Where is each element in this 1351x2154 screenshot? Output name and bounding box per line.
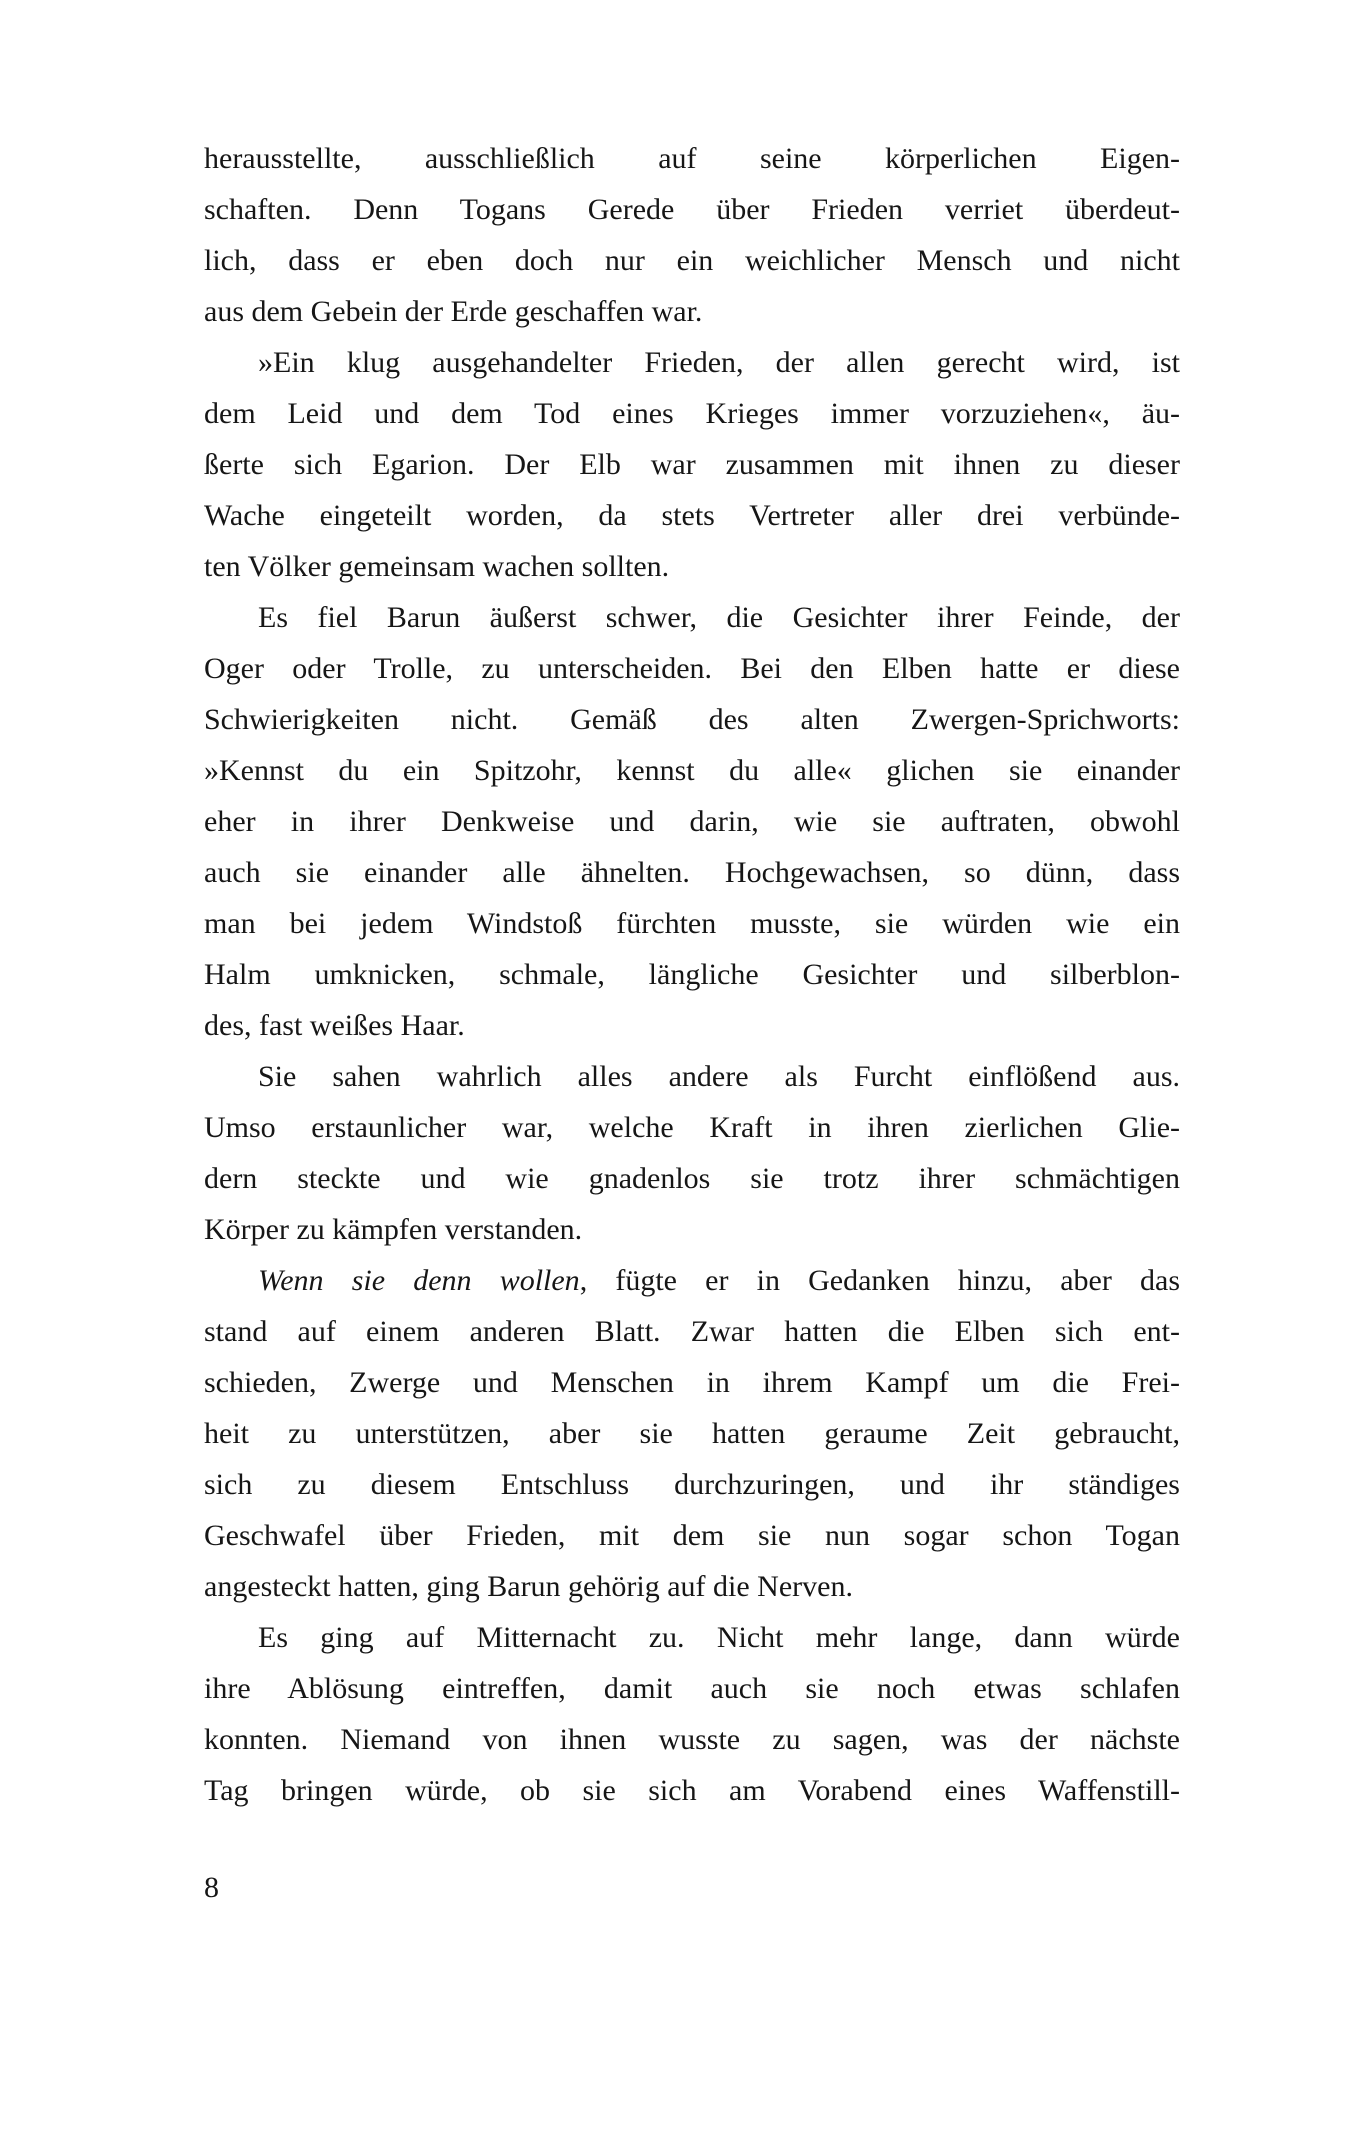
paragraph — [204, 1051, 1180, 1255]
body-text: herausstellte, ausschließlich auf seine körperlichen Eigen- — [204, 142, 1180, 175]
text-line — [204, 1306, 1180, 1357]
body-text: Halm umknicken, schmale, längliche Gesichter und silberblon- — [204, 958, 1180, 991]
body-text: »Ein klug ausgehandelter Frieden, der allen gerecht wird, ist — [258, 346, 1180, 379]
text-line — [204, 1561, 1180, 1612]
text-line — [204, 1765, 1180, 1816]
body-text: ßerte sich Egarion. Der Elb war zusammen mit ihnen zu dieser — [204, 448, 1180, 481]
body-text: ihre Ablösung eintreffen, damit auch sie noch etwas schlafen — [204, 1672, 1180, 1705]
body-text: stand auf einem anderen Blatt. Zwar hatten die Elben sich ent- — [204, 1315, 1180, 1348]
text-line — [204, 694, 1180, 745]
body-text: lich, dass er eben doch nur ein weichlicher Mensch und nicht — [204, 244, 1180, 277]
body-text: , fügte er in Gedanken hinzu, aber das — [579, 1264, 1181, 1297]
text-line — [204, 286, 1180, 337]
text-line — [204, 1510, 1180, 1561]
body-text: sich zu diesem Entschluss durchzuringen, und ihr ständiges — [204, 1468, 1180, 1501]
text-line — [204, 1153, 1180, 1204]
body-text: Körper zu kämpfen verstanden. — [204, 1213, 583, 1246]
text-line — [204, 592, 1180, 643]
text-line — [204, 235, 1180, 286]
text-line — [204, 388, 1180, 439]
text-line — [204, 1357, 1180, 1408]
text-line — [204, 439, 1180, 490]
body-text: »Kennst du ein Spitzohr, kennst du alle« glichen sie einander — [204, 754, 1180, 787]
text-line — [204, 745, 1180, 796]
body-text: Tag bringen würde, ob sie sich am Vorabend eines Waffenstill- — [204, 1774, 1180, 1807]
text-line — [204, 949, 1180, 1000]
text-line — [204, 847, 1180, 898]
paragraph — [204, 133, 1180, 337]
text-line — [204, 1051, 1180, 1102]
body-text: angesteckt hatten, ging Barun gehörig auf die Nerven. — [204, 1570, 853, 1603]
text-line — [204, 1663, 1180, 1714]
body-text: konnten. Niemand von ihnen wusste zu sagen, was der nächste — [204, 1723, 1180, 1756]
body-text: dem Leid und dem Tod eines Krieges immer vorzuziehen«, äu- — [204, 397, 1180, 430]
text-block — [204, 133, 1180, 1816]
paragraph — [204, 1612, 1180, 1816]
body-text: schieden, Zwerge und Menschen in ihrem Kampf um die Frei- — [204, 1366, 1180, 1399]
body-text: des, fast weißes Haar. — [204, 1009, 465, 1042]
paragraph — [204, 337, 1180, 592]
text-line — [204, 796, 1180, 847]
text-line — [204, 1255, 1180, 1306]
text-line — [204, 1102, 1180, 1153]
body-text: schaften. Denn Togans Gerede über Frieden verriet überdeut- — [204, 193, 1180, 226]
text-line — [204, 541, 1180, 592]
body-text: aus dem Gebein der Erde geschaffen war. — [204, 295, 703, 328]
body-text: Es fiel Barun äußerst schwer, die Gesichter ihrer Feinde, der — [258, 601, 1180, 634]
paragraph — [204, 592, 1180, 1051]
body-text: Wache eingeteilt worden, da stets Vertreter aller drei verbünde- — [204, 499, 1180, 532]
text-line — [204, 1000, 1180, 1051]
italic-text: Wenn sie denn wollen — [258, 1264, 580, 1297]
page-number: 8 — [204, 1871, 219, 1904]
text-line — [204, 1204, 1180, 1255]
body-text: heit zu unterstützen, aber sie hatten geraume Zeit gebraucht, — [204, 1417, 1180, 1450]
body-text: Geschwafel über Frieden, mit dem sie nun sogar schon Togan — [204, 1519, 1180, 1552]
text-line — [204, 1714, 1180, 1765]
body-text: Es ging auf Mitternacht zu. Nicht mehr lange, dann würde — [258, 1621, 1180, 1654]
text-line — [204, 490, 1180, 541]
body-text: ten Völker gemeinsam wachen sollten. — [204, 550, 670, 583]
body-text: Oger oder Trolle, zu unterscheiden. Bei den Elben hatte er diese — [204, 652, 1180, 685]
body-text: Schwierigkeiten nicht. Gemäß des alten Zwergen-Sprichworts: — [204, 703, 1180, 736]
body-text: Umso erstaunlicher war, welche Kraft in ihren zierlichen Glie- — [204, 1111, 1180, 1144]
text-line — [204, 1408, 1180, 1459]
text-line — [204, 643, 1180, 694]
body-text: eher in ihrer Denkweise und darin, wie sie auftraten, obwohl — [204, 805, 1180, 838]
paragraph — [204, 1255, 1180, 1612]
body-text: man bei jedem Windstoß fürchten musste, sie würden wie ein — [204, 907, 1180, 940]
body-text: dern steckte und wie gnadenlos sie trotz ihrer schmächtigen — [204, 1162, 1180, 1195]
text-line — [204, 1459, 1180, 1510]
text-line — [204, 133, 1180, 184]
body-text: auch sie einander alle ähnelten. Hochgewachsen, so dünn, dass — [204, 856, 1180, 889]
text-line — [204, 337, 1180, 388]
text-line — [204, 898, 1180, 949]
text-line — [204, 1612, 1180, 1663]
body-text: Sie sahen wahrlich alles andere als Furcht einflößend aus. — [258, 1060, 1180, 1093]
text-line — [204, 184, 1180, 235]
